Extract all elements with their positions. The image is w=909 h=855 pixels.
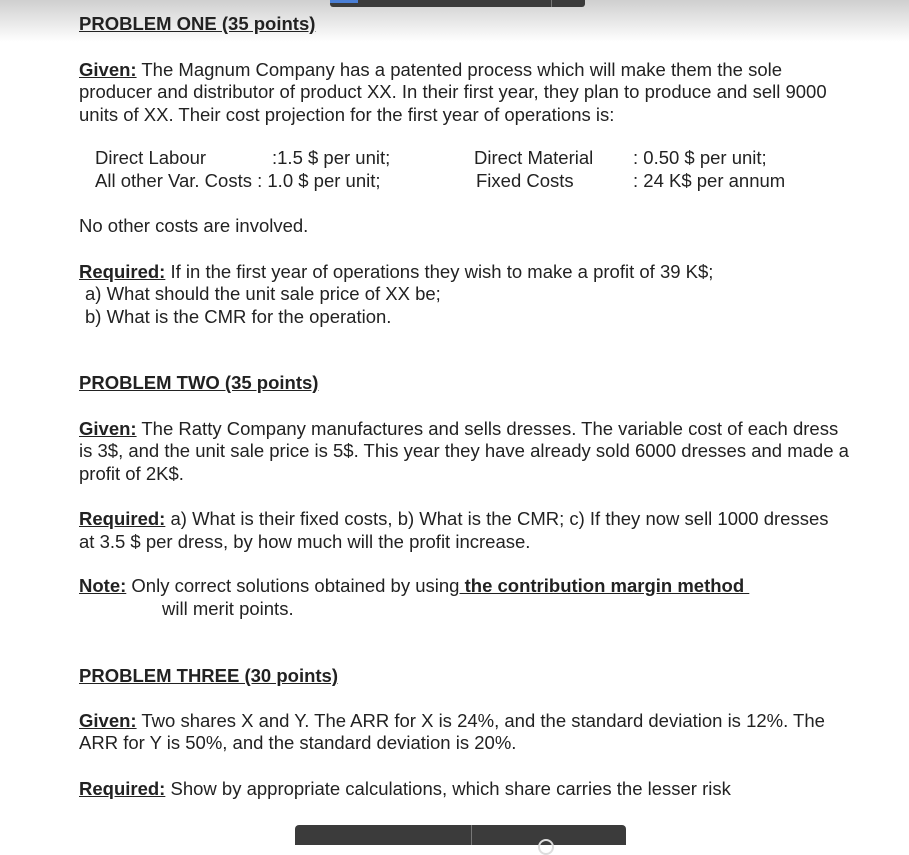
required-label: Required: bbox=[79, 260, 166, 282]
problem-three-heading: PROBLEM THREE (30 points) bbox=[79, 665, 339, 686]
problem-one-heading: PROBLEM ONE (35 points) bbox=[79, 13, 316, 34]
toolbar-active-indicator bbox=[330, 0, 358, 3]
problem-two-heading: PROBLEM TWO (35 points) bbox=[79, 372, 319, 393]
problem-two-note bbox=[79, 575, 849, 620]
required-label: Required: bbox=[79, 777, 166, 799]
cost-projection bbox=[79, 147, 849, 193]
note-label: Note: bbox=[79, 575, 127, 596]
given-label: Given: bbox=[79, 58, 137, 80]
bottom-toolbar[interactable] bbox=[295, 825, 626, 845]
problem-one-questions bbox=[79, 283, 849, 328]
given-label: Given: bbox=[79, 709, 137, 731]
direct-material-label: Direct Material bbox=[474, 147, 594, 168]
problem-one-given bbox=[79, 59, 849, 127]
given-text: Two shares X and Y. The ARR for X is 24%, and the standard deviation is 12%. The ARR for Y is 50%, and the standard deviation is 20%. bbox=[79, 709, 825, 753]
note-text: Only correct solutions obtained by using bbox=[126, 575, 460, 596]
note-emphasis: the contribution margin method bbox=[459, 575, 750, 596]
given-label: Given: bbox=[79, 417, 137, 439]
search-icon[interactable] bbox=[538, 839, 554, 855]
direct-material-value: : 0.50 $ per unit; bbox=[633, 147, 767, 168]
given-text: The Ratty Company manufactures and sells dresses. The variable cost of each dress is 3$, and the unit sale price is 5$. This year they have already sold 6000 dresses and made a profit of 2K$. bbox=[79, 417, 849, 484]
given-text: The Magnum Company has a patented process which will make them the sole producer and distributor of product XX. In their first year, they plan to produce and sell 9000 units of XX. Their cost projection for the first year of operations is: bbox=[79, 58, 827, 125]
document-page bbox=[79, 13, 849, 800]
no-other-costs: No other costs are involved. bbox=[79, 215, 309, 236]
direct-labour-label: Direct Labour bbox=[95, 147, 207, 168]
fixed-costs-label: Fixed Costs bbox=[476, 170, 574, 191]
problem-three-given bbox=[79, 710, 849, 755]
list-item: b) What is the CMR for the operation. bbox=[85, 305, 392, 327]
toolbar-divider bbox=[471, 825, 472, 845]
problem-three-required bbox=[79, 778, 849, 801]
toolbar-divider bbox=[551, 0, 552, 7]
required-text: If in the first year of operations they wish to make a profit of 39 K$; bbox=[165, 260, 714, 282]
direct-labour-value: :1.5 $ per unit; bbox=[272, 147, 391, 168]
top-toolbar[interactable] bbox=[330, 0, 585, 7]
note-tail: will merit points. bbox=[162, 597, 294, 619]
problem-two-given bbox=[79, 418, 849, 486]
required-text: Show by appropriate calculations, which share carries the lesser risk bbox=[165, 777, 731, 799]
required-text: a) What is their fixed costs, b) What is the CMR; c) If they now sell 1000 dresses at 3.5 $ per dress, by how much will the profit increase. bbox=[79, 508, 829, 552]
other-var-costs: All other Var. Costs : 1.0 $ per unit; bbox=[95, 170, 381, 191]
required-label: Required: bbox=[79, 508, 166, 529]
list-item: a) What should the unit sale price of XX be; bbox=[85, 283, 441, 304]
problem-two-required bbox=[79, 508, 849, 553]
problem-one-required bbox=[79, 261, 849, 284]
fixed-costs-value: : 24 K$ per annum bbox=[633, 170, 786, 191]
